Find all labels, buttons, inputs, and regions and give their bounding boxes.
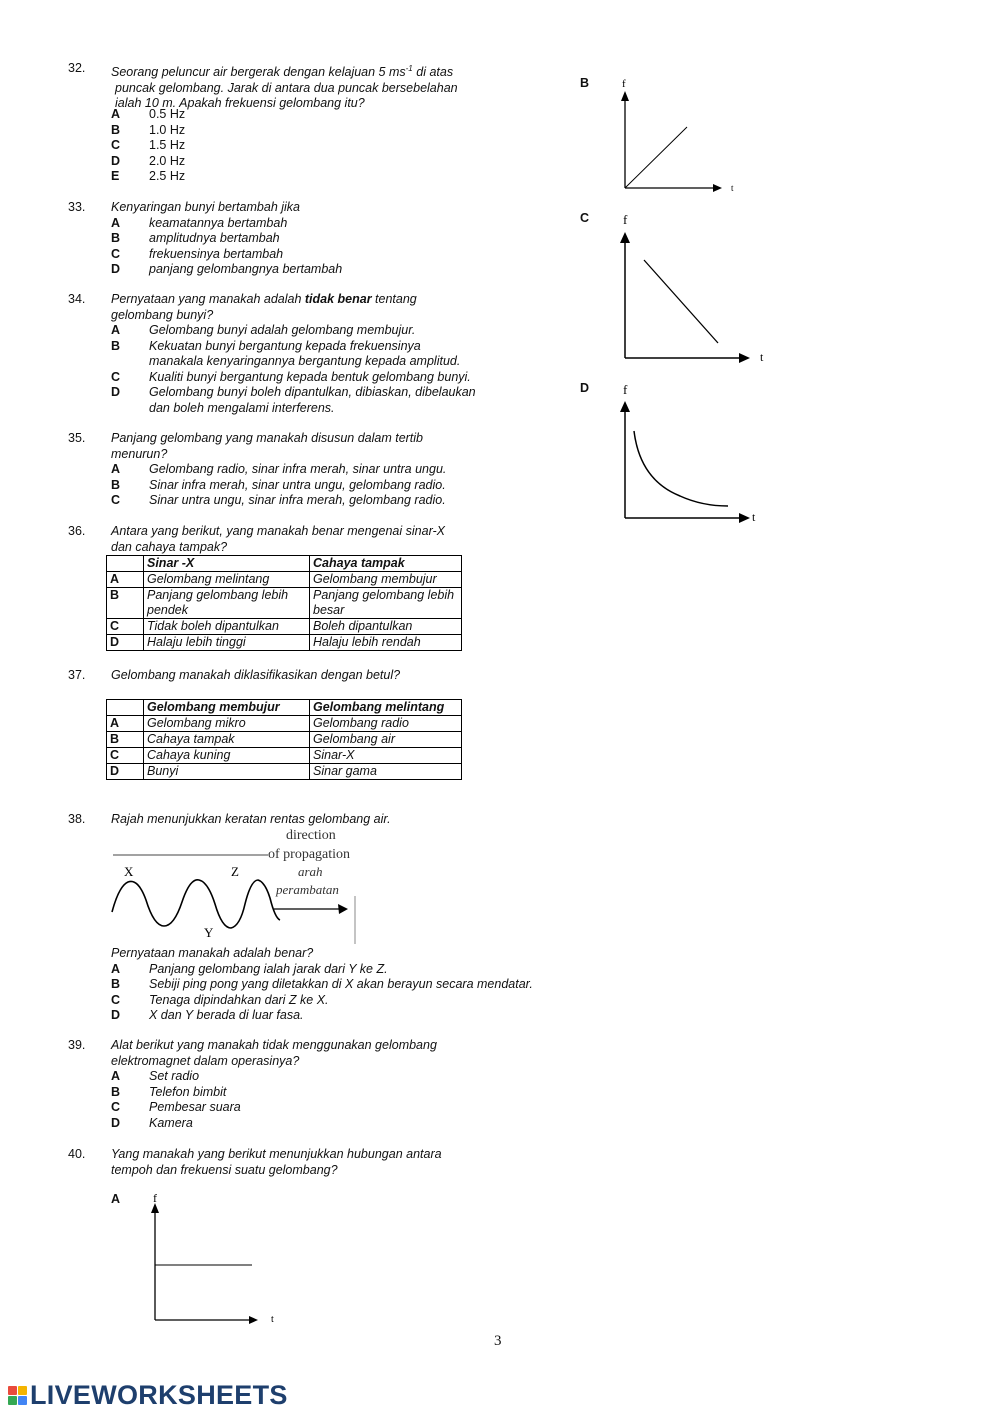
question-number: 37. [68, 668, 86, 682]
graph-d[interactable] [610, 378, 770, 523]
y-axis-arrow [620, 232, 630, 243]
graph-d-label[interactable]: D [580, 381, 590, 395]
graph-b[interactable] [610, 75, 740, 195]
label-propagation: of propagation [268, 847, 351, 862]
x-axis-label: t [271, 1314, 274, 1325]
question-number: 35. [68, 431, 86, 445]
y-axis-arrow [621, 91, 629, 101]
question-number: 32. [68, 61, 86, 75]
x-axis-arrow [739, 353, 750, 363]
x-axis-label: t [731, 183, 734, 193]
question-number: 38. [68, 812, 86, 826]
question-stem: Antara yang berikut, yang manakah benar mengenai sinar-X dan cahaya tampak? [111, 524, 446, 554]
question-prompt: Pernyataan manakah adalah benar? [111, 946, 314, 960]
y-axis-label: f [623, 382, 628, 397]
question-number: 33. [68, 200, 86, 214]
x-axis-arrow [739, 513, 750, 523]
cube [8, 1386, 17, 1395]
x-axis-label: t [752, 510, 756, 524]
graph-line [644, 260, 718, 343]
x-axis-arrow [249, 1316, 258, 1324]
wave-curve [112, 880, 280, 928]
water-wave-diagram [108, 826, 368, 946]
question-number: 34. [68, 292, 86, 306]
arrow-head [338, 904, 348, 914]
graph-line [625, 127, 687, 188]
liveworksheets-logo[interactable] [8, 1380, 288, 1410]
graph-a[interactable] [140, 1188, 280, 1328]
question-number: 40. [68, 1147, 86, 1161]
question-stem: Seorang peluncur air bergerak dengan kelajuan 5 $ms^{-1}$ di atas puncak gelombang. Jarak di antara dua puncak bersebelahan ialah 10 m. Apakah frekuensi gelombang itu? [111, 64, 458, 111]
answer-table-37 [106, 699, 462, 780]
table-row[interactable]: C Cahaya kuning Sinar-X [107, 748, 462, 764]
label-x: X [124, 864, 134, 879]
answer-table-36 [106, 555, 462, 651]
table-row[interactable]: A Gelombang melintang Gelombang membujur [107, 572, 462, 588]
question-number: 39. [68, 1038, 86, 1052]
cube [8, 1396, 17, 1405]
question-stem: Pernyataan yang manakah adalah tidak benar tentang gelombang bunyi? [111, 292, 417, 322]
table-row[interactable]: D Halaju lebih tinggi Halaju lebih rendah [107, 635, 462, 651]
y-axis-label: f [153, 1191, 157, 1205]
label-perambatan: perambatan [276, 882, 339, 897]
graph-c-label[interactable]: C [580, 211, 590, 225]
cube [18, 1386, 27, 1395]
y-axis-arrow [620, 401, 630, 412]
table-row[interactable]: C Tidak boleh dipantulkan Boleh dipantulkan [107, 619, 462, 635]
table-row[interactable]: A Gelombang mikro Gelombang radio [107, 716, 462, 732]
table-row[interactable]: B Panjang gelombang lebih pendek Panjang gelombang lebih besar [107, 588, 462, 619]
table-row[interactable]: B Cahaya tampak Gelombang air [107, 732, 462, 748]
logo-text: LIVEWORKSHEETS [30, 1379, 288, 1410]
graph-a-label[interactable]: A [111, 1192, 121, 1206]
logo-cubes-icon [8, 1386, 27, 1405]
page-number: 3 [494, 1333, 502, 1349]
question-stem: Gelombang manakah diklasifikasikan dengan betul? [111, 668, 401, 682]
label-y: Y [204, 925, 214, 940]
x-axis-arrow [713, 184, 722, 192]
question-stem: Panjang gelombang yang manakah disusun dalam tertib menurun? [111, 431, 424, 461]
question-number: 36. [68, 524, 86, 538]
table-header-row: Gelombang membujur Gelombang melintang [107, 700, 462, 716]
graph-curve [634, 431, 728, 506]
y-axis-label: f [623, 212, 628, 227]
graph-c[interactable] [610, 210, 770, 364]
question-stem: Kenyaringan bunyi bertambah jika [111, 200, 301, 214]
question-stem: Alat berikut yang manakah tidak menggunakan gelombang elektromagnet dalam operasinya? [111, 1038, 437, 1068]
graph-b-label[interactable]: B [580, 76, 590, 90]
label-direction: direction [286, 828, 336, 843]
question-stem: Yang manakah yang berikut menunjukkan hubungan antara tempoh dan frekuensi suatu gelombang? [111, 1147, 442, 1177]
question-stem: Rajah menunjukkan keratan rentas gelombang air. [111, 812, 391, 826]
x-axis-label: t [760, 350, 764, 364]
label-arah: arah [298, 864, 323, 879]
label-z: Z [231, 864, 239, 879]
cube [18, 1396, 27, 1405]
table-header-row: Sinar -X Cahaya tampak [107, 556, 462, 572]
table-row[interactable]: D Bunyi Sinar gama [107, 764, 462, 780]
y-axis-label: f [622, 78, 626, 90]
